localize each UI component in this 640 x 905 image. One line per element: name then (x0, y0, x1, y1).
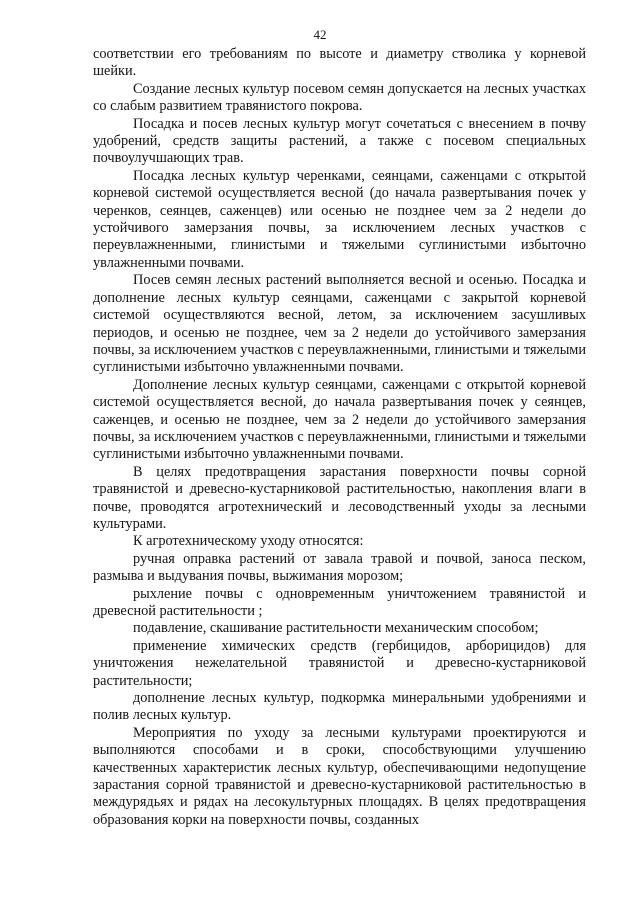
paragraph-planting-closed-roots: Посев семян лесных растений выполняется весной и осенью. Посадка и дополнение лесных культур сеянцами, саженцами с закрытой корневой системой осуществляются весной, летом, за исключением засушливых периодов, и осенью не позднее, чем за 2 недели до устойчивого замерзания почвы, за исключением участков с переувлажненными, глинистыми и тяжелыми суглинистыми избыточно увлажненными почвами. (93, 272, 586, 376)
paragraph-planting-open-roots: Посадка лесных культур черенками, сеянцами, саженцами с открытой корневой системой осуществляется весной (до начала развертывания почек у черенков, сеянцев, саженцев) или осенью не позднее чем за 2 недели до устойчивого замерзания почвы, за исключением лесных участков с переувлажненными, глинистыми и тяжелыми суглинистыми избыточно увлажненными почвами. (93, 167, 586, 271)
paragraph-continuation: соответствии его требованиям по высоте и диаметру стволика у корневой шейки. (93, 46, 586, 80)
body-text (93, 46, 586, 829)
list-item-supplementing-fertilizing: дополнение лесных культур, подкормка минеральными удобрениями и полив лесных культур. (93, 690, 586, 724)
paragraph-seeding-conditions: Создание лесных культур посевом семян допускается на лесных участках со слабым развитием травянистого покрова. (93, 80, 586, 115)
list-item-manual-correction: ручная оправка растений от завала травой и почвой, заноса песком, размыва и выдувания почвы, выжимания морозом; (93, 550, 586, 585)
paragraph-fertilizers: Посадка и посев лесных культур могут сочетаться с внесением в почву удобрений, средств защиты растений, а также с посевом специальных почвоулучшающих трав. (93, 115, 586, 167)
page-number: 42 (313, 27, 327, 42)
paragraph-care-measures: Мероприятия по уходу за лесными культурами проектируются и выполняются способами и в сроки, способствующими улучшению качественных характеристик лесных культур, обеспечивающими недопущение зарастания сорной травянистой и древесно-кустарниковой растительностью в междурядьях и рядах на лесокультурных площадях. В целях предотвращения образования корки на поверхности почвы, созданных (93, 724, 586, 828)
list-item-loosening: рыхление почвы с одновременным уничтожением травянистой и древесной растительности ; (93, 585, 586, 619)
paragraph-agrotechnical-care-heading: К агротехническому уходу относятся: (133, 533, 364, 550)
list-item-chemicals: применение химических средств (гербицидов, арборицидов) для уничтожения нежелательной травянистой и древесно-кустарниковой растительности; (93, 637, 586, 689)
list-item-mowing: подавление, скашивание растительности механическим способом; (133, 620, 539, 637)
paragraph-care-purpose: В целях предотвращения зарастания поверхности почвы сорной травянистой и древесно-кустарниковой растительностью, накопления влаги в почве, проводятся агротехнический и лесоводственный уходы за лесными культурами. (93, 463, 586, 532)
paragraph-supplementing-cultures: Дополнение лесных культур сеянцами, саженцами с открытой корневой системой осуществляется весной, до начала развертывания почек у сеянцев, саженцев, и осенью не позднее, чем за 2 недели до устойчивого замерзания почвы, за исключением участков с переувлажненными, глинистыми и тяжелыми суглинистыми избыточно увлажненными почвами. (93, 376, 586, 463)
